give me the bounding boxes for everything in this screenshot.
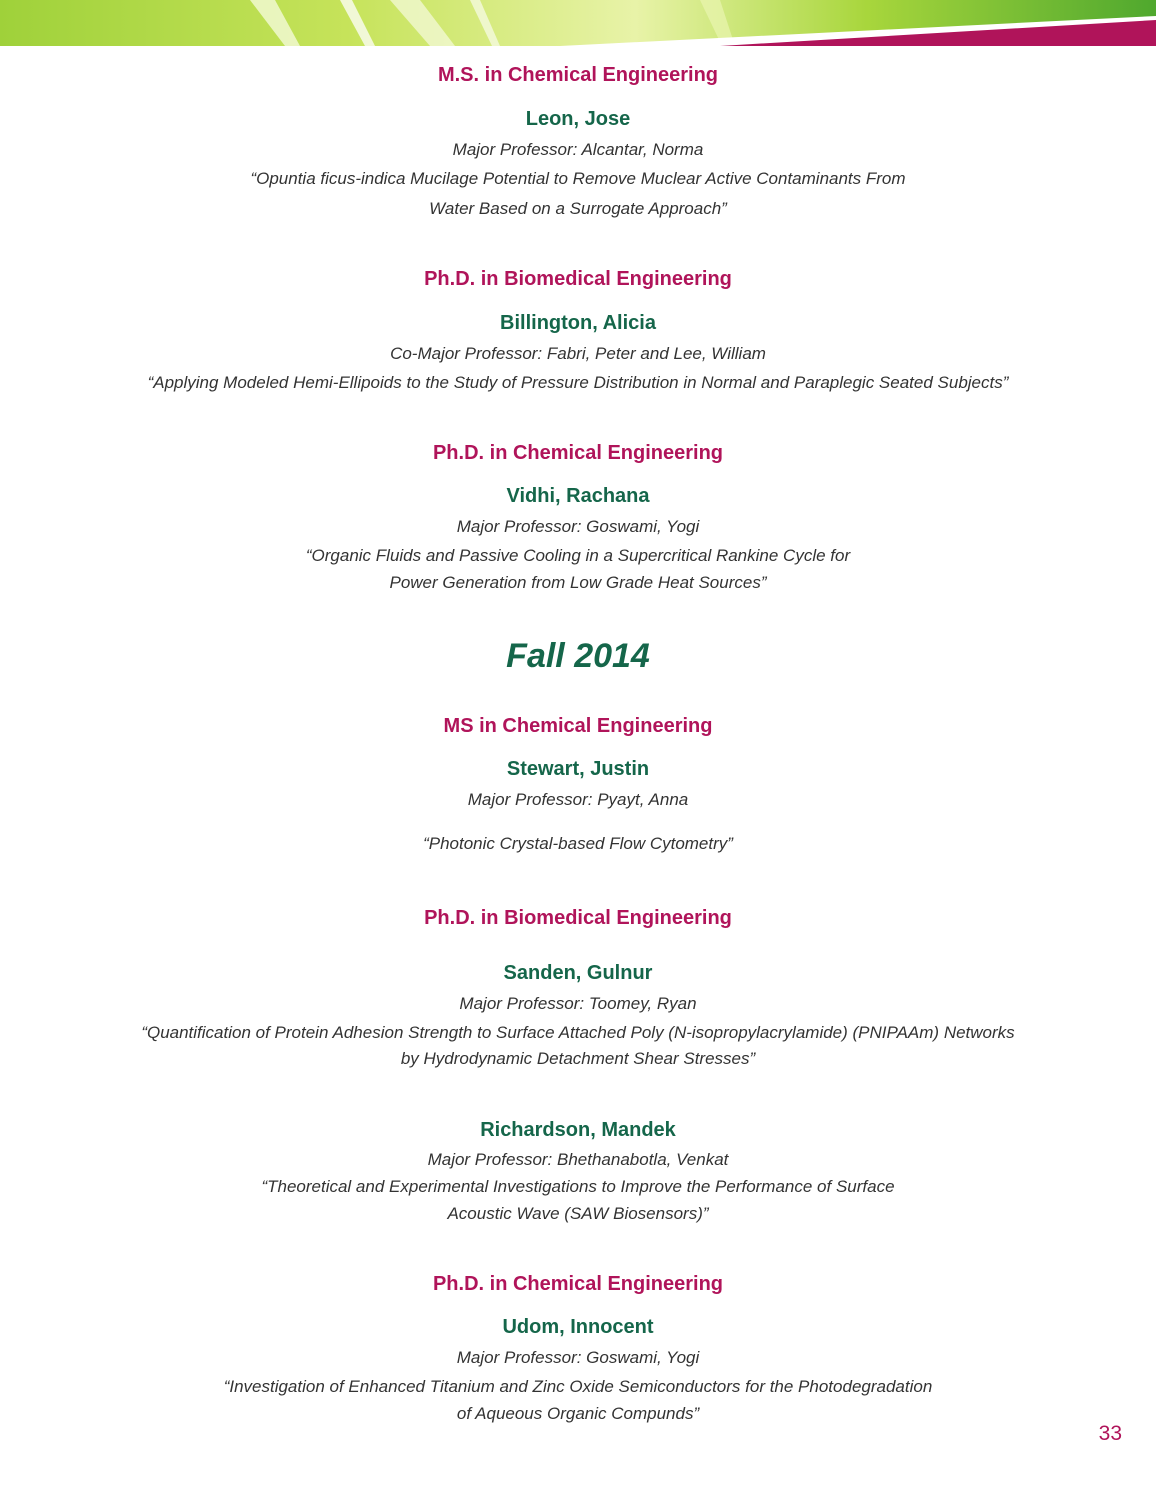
thesis-title: Water Based on a Surrogate Approach”	[429, 199, 727, 218]
thesis-title: “Theoretical and Experimental Investigations to Improve the Performance of Surface	[261, 1177, 895, 1196]
student-name: Udom, Innocent	[502, 1316, 654, 1338]
thesis-title: of Aqueous Organic Compunds”	[456, 1404, 700, 1423]
student-name: Vidhi, Rachana	[506, 485, 650, 507]
major-professor: Major Professor: Alcantar, Norma	[452, 140, 704, 159]
thesis-title: “Opuntia ficus-indica Mucilage Potential to Remove Muclear Active Contaminants From	[250, 169, 906, 188]
thesis-title: “Quantification of Protein Adhesion Strength to Surface Attached Poly (N-isopropylacrylamide) (PNIPAAm) Networks	[141, 1023, 1015, 1042]
section-heading: M.S. in Chemical Engineering	[437, 64, 719, 86]
student-name: Billington, Alicia	[500, 312, 656, 334]
student-name: Stewart, Justin	[506, 758, 650, 780]
section-heading: Ph.D. in Biomedical Engineering	[424, 907, 732, 929]
student-name: Leon, Jose	[525, 108, 631, 130]
thesis-title: by Hydrodynamic Detachment Shear Stresses”	[400, 1049, 756, 1068]
header-banner	[0, 0, 1156, 50]
section-heading: Ph.D. in Biomedical Engineering	[424, 268, 732, 290]
major-professor: Major Professor: Toomey, Ryan	[459, 994, 697, 1013]
section-heading: Ph.D. in Chemical Engineering	[432, 442, 724, 464]
thesis-title: “Photonic Crystal-based Flow Cytometry”	[423, 834, 733, 853]
major-professor: Major Professor: Goswami, Yogi	[456, 517, 700, 536]
thesis-title: Power Generation from Low Grade Heat Sources”	[389, 573, 767, 592]
major-professor: Co-Major Professor: Fabri, Peter and Lee, William	[390, 344, 766, 363]
thesis-title: “Applying Modeled Hemi-Ellipoids to the Study of Pressure Distribution in Normal and Paraplegic Seated Subjects”	[147, 373, 1009, 392]
student-name: Richardson, Mandek	[480, 1119, 676, 1141]
section-heading: Ph.D. in Chemical Engineering	[432, 1273, 724, 1295]
page-number: 33	[1098, 1422, 1122, 1445]
section-heading: MS in Chemical Engineering	[443, 715, 713, 737]
student-name: Sanden, Gulnur	[503, 962, 653, 984]
season-heading: Fall 2014	[506, 637, 650, 675]
major-professor: Major Professor: Goswami, Yogi	[456, 1348, 700, 1367]
thesis-title: “Organic Fluids and Passive Cooling in a Supercritical Rankine Cycle for	[305, 546, 851, 565]
thesis-title: Acoustic Wave (SAW Biosensors)”	[447, 1204, 709, 1223]
thesis-title: “Investigation of Enhanced Titanium and Zinc Oxide Semiconductors for the Photodegradation	[223, 1377, 933, 1396]
major-professor: Major Professor: Pyayt, Anna	[467, 790, 689, 809]
major-professor: Major Professor: Bhethanabotla, Venkat	[427, 1150, 729, 1169]
